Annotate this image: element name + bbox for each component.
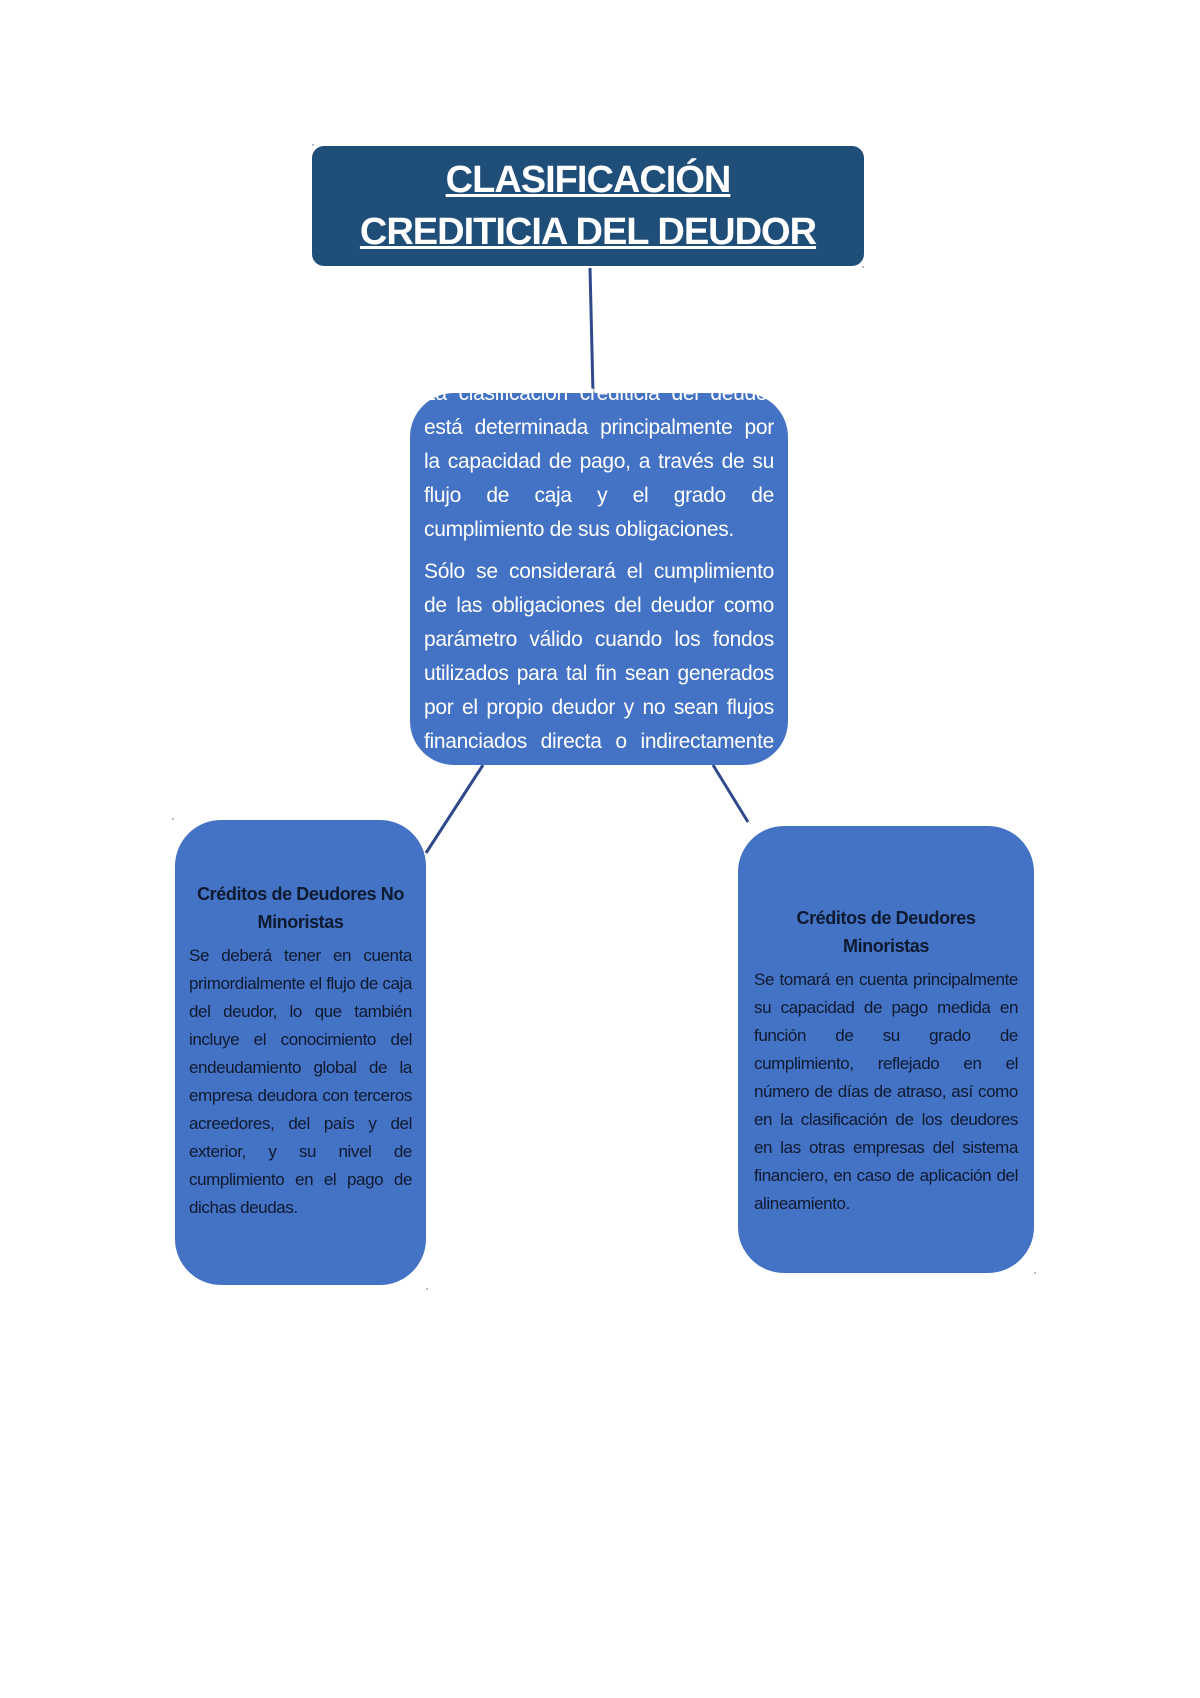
anchor-dot <box>862 266 864 268</box>
anchor-dot <box>312 144 314 146</box>
left-node <box>175 820 426 1285</box>
anchor-dot <box>1034 1272 1036 1274</box>
title-node <box>312 146 864 266</box>
right-node-text: Se tomará en cuenta principalmente su capacidad de pago medida en función de su grado de cumplimiento, reflejado en el número de días de atraso, así como en la clasificación de los deudores en las otras empresas del sistema financiero, en caso de aplicación del alineamiento. <box>754 970 1018 1213</box>
anchor-dot <box>426 1288 428 1290</box>
left-node-title: Créditos de Deudores No Minoristas <box>197 884 404 932</box>
center-node-content <box>424 377 774 801</box>
connector-title-to-center <box>590 268 593 393</box>
left-node-text: Se deberá tener en cuenta primordialmente el flujo de caja del deudor, lo que también incluye el conocimiento del endeudamiento global de la empresa deudora con terceros acreedores, del país y del exterior, y su nivel de cumplimiento en el pago de dichas deudas. <box>189 946 412 1217</box>
anchor-dot <box>172 818 174 820</box>
right-node-title: Créditos de Deudores Minoristas <box>796 908 976 956</box>
right-node <box>738 826 1034 1273</box>
center-paragraph-2: Sólo se considerará el cumplimiento de las obligaciones del deudor como parámetro válido cuando los fondos utilizados para tal fin sean generados por el propio deudor y no sean flujos financiados directa o indirectamente por <box>424 560 774 787</box>
center-node <box>410 382 788 787</box>
diagram-title: CLASIFICACIÓN CREDITICIA DEL DEUDOR <box>359 159 817 253</box>
center-paragraph-1: La clasificación crediticia del deudor está determinada principalmente por la capacidad de pago, a través de su flujo de caja y el grado de cumplimiento de sus obligaciones. <box>424 382 774 541</box>
